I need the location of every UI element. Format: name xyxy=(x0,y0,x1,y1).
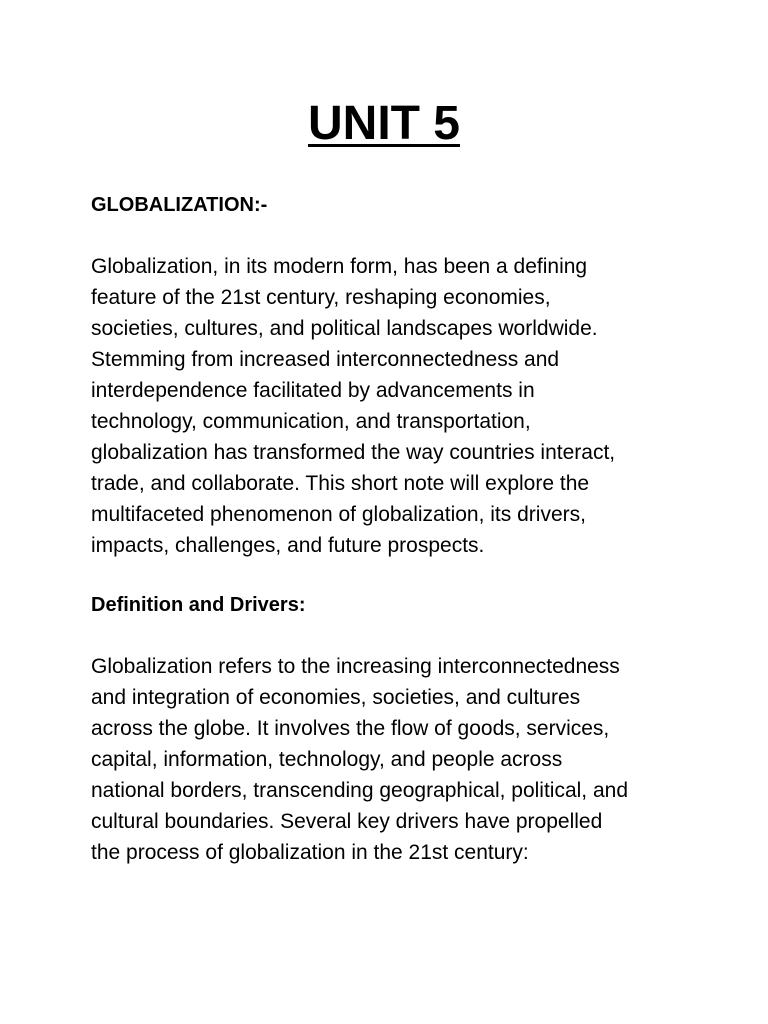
paragraph-line: globalization has transformed the way countries interact, xyxy=(91,441,616,464)
paragraph-line: technology, communication, and transportation, xyxy=(91,410,531,433)
paragraph-globalization-intro xyxy=(91,251,691,561)
section-heading-globalization: GLOBALIZATION:- xyxy=(91,194,268,216)
paragraph-line: multifaceted phenomenon of globalization, its drivers, xyxy=(91,503,586,526)
paragraph-line: Globalization refers to the increasing interconnectedness xyxy=(91,655,620,678)
paragraph-line: the process of globalization in the 21st century: xyxy=(91,841,529,864)
paragraph-line: Stemming from increased interconnectedness and xyxy=(91,348,560,371)
section-heading-definition-drivers: Definition and Drivers: xyxy=(91,594,306,616)
paragraph-line: cultural boundaries. Several key drivers have propelled xyxy=(91,810,603,833)
paragraph-line: societies, cultures, and political landscapes worldwide. xyxy=(91,317,598,340)
paragraph-line: impacts, challenges, and future prospects. xyxy=(91,534,485,557)
document-title: UNIT 5 xyxy=(307,97,460,150)
paragraph-line: trade, and collaborate. This short note will explore the xyxy=(91,472,590,495)
paragraph-line: and integration of economies, societies, and cultures xyxy=(91,686,581,709)
paragraph-line: Globalization, in its modern form, has been a defining xyxy=(91,255,588,278)
paragraph-line: capital, information, technology, and people across xyxy=(91,748,563,771)
paragraph-definition xyxy=(91,651,691,868)
paragraph-line: interdependence facilitated by advancements in xyxy=(91,379,535,402)
paragraph-line: national borders, transcending geographical, political, and xyxy=(91,779,629,802)
paragraph-line: feature of the 21st century, reshaping economies, xyxy=(91,286,551,309)
paragraph-line: across the globe. It involves the flow of goods, services, xyxy=(91,717,610,740)
